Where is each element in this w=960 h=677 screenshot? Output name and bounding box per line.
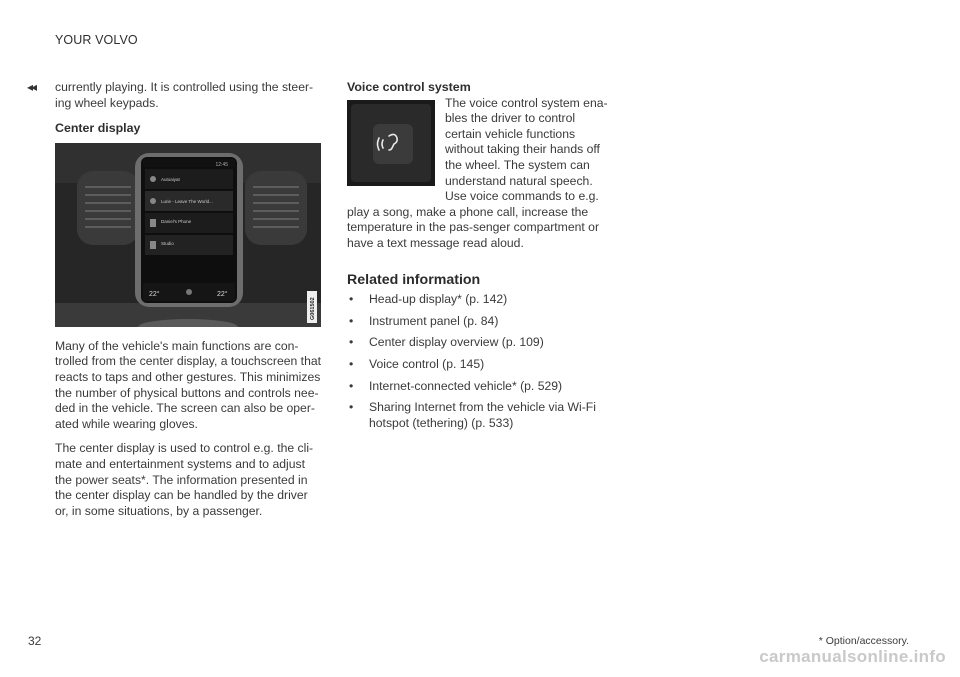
intro-paragraph: currently playing. It is controlled using the steer-ing wheel keypads.	[55, 80, 314, 110]
related-link[interactable]: • Center display overview (p. 109)	[349, 335, 544, 350]
bullet: •	[349, 292, 354, 307]
related-link[interactable]: • Instrument panel (p. 84)	[349, 313, 499, 328]
bullet: •	[349, 400, 354, 415]
figure-code: G061502	[310, 297, 316, 320]
center-display-heading: Center display	[55, 121, 141, 136]
tile-4-title: Studio	[161, 240, 174, 246]
temp-right: 22°	[217, 290, 228, 298]
tile-2-title: Lurie - Leave The World...	[161, 198, 213, 204]
tile-3-title: Daniel's Phone	[161, 218, 192, 224]
right-column	[347, 80, 615, 437]
related-link[interactable]: • Voice control (p. 145)	[349, 356, 485, 371]
related-link[interactable]: • Internet-connected vehicle* (p. 529)	[349, 378, 563, 393]
tile-1-title: Autoaiyat	[161, 176, 180, 182]
related-link[interactable]: • Head-up display* (p. 142)	[349, 292, 508, 307]
screen-time: 12:45	[215, 161, 228, 168]
page-number: 32	[28, 634, 42, 648]
back-nav-icon[interactable]: ◂◂	[27, 80, 36, 94]
section-header: YOUR VOLVO	[55, 33, 138, 47]
bullet: •	[349, 356, 354, 371]
related-information-heading: Related information	[347, 271, 481, 288]
voice-control-paragraph: The voice control system ena-bles the driver to control certain vehicle functions without taking their hands off the wheel. The system can understand natural speech. Use voice commands to e.g. play a song, make a phone call, increase the temperature in the pas-senger compartment or have a text message read aloud.	[347, 95, 608, 250]
related-link[interactable]: • Sharing Internet from the vehicle via Wi-Fi hotspot (tethering) (p. 533)	[349, 400, 596, 430]
center-display-image	[55, 143, 321, 327]
related-links-list	[347, 292, 615, 431]
voice-button-image	[347, 100, 435, 186]
bullet: •	[349, 313, 354, 328]
watermark: carmanualsonline.info	[759, 647, 946, 666]
bullet: •	[349, 378, 354, 393]
temp-left: 22°	[149, 290, 160, 298]
center-display-paragraph-1: Many of the vehicle's main functions are con-trolled from the center display, a touchscreen that reacts to taps and other gestures. This minimizes the number of physical buttons and controls nee-ded in the vehicle. The screen can also be oper-ated while wearing gloves.	[55, 338, 322, 431]
bullet: •	[349, 335, 354, 350]
left-column	[55, 80, 323, 528]
center-display-paragraph-2: The center display is used to control e.g. the cli-mate and entertainment systems and to adjust the power seats*. The information presented in the center display can be handled by the driver or, in some situations, by a passenger.	[55, 441, 314, 518]
footnote: * Option/accessory.	[818, 635, 909, 647]
voice-control-heading: Voice control system	[347, 80, 471, 94]
